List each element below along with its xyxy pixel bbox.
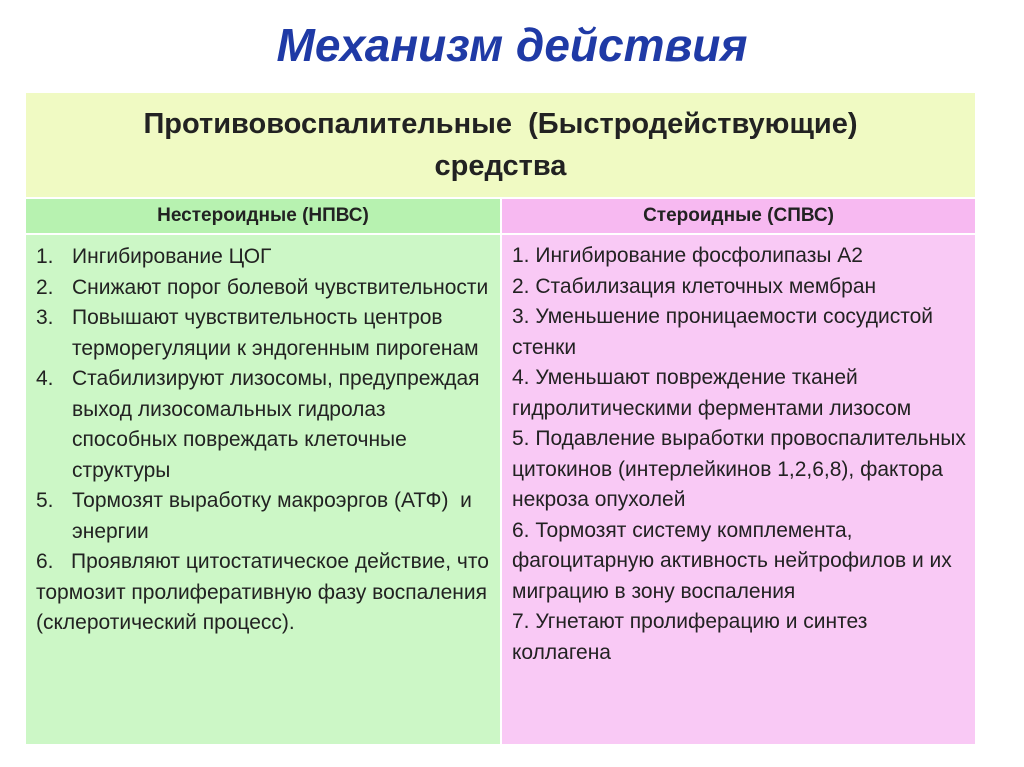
list-item-number: 2. (36, 275, 54, 299)
list-item-text: Повышают чувствительность центров терморегуляции к эндогенным пирогенам (72, 306, 479, 360)
list-item-number: 4. (36, 367, 54, 390)
slide-title: Механизм действия (276, 19, 748, 71)
list-item-text: Тормозят выработку макроэргов (АТФ) и энергии (72, 489, 478, 543)
table-header-text (143, 103, 857, 187)
steroid-column-body (502, 235, 975, 744)
list-item: 1. Ингибирование фосфолипазы А2 (512, 244, 863, 267)
nsaid-column-body (26, 235, 500, 744)
list-item (36, 486, 492, 547)
list-item (36, 273, 492, 304)
list-item: 6. Проявляют цитостатическое действие, что тормозит пролиферативную фазу воспаления (склеротический процесс). (36, 550, 495, 634)
list-item: 3. Уменьшение проницаемости сосудистой стенки (512, 305, 934, 359)
table-header-line1: Противовоспалительные (Быстродействующие) (143, 107, 858, 140)
list-item: 4. Уменьшают повреждение тканей гидролитическими ферментами лизосом (512, 366, 912, 420)
list-item: 6. Тормозят систему комплемента, фагоцитарную активность нейтрофилов и их миграцию в зону воспаления (512, 518, 952, 603)
steroid-column-heading: Стероидные (СПВС) (502, 199, 975, 233)
list-item: 5. Подавление выработки провоспалительных цитокинов (интерлейкинов 1,2,6,8), фактора некроза опухолей (512, 427, 966, 511)
list-item (36, 242, 492, 273)
list-item-number: 5. (36, 489, 54, 512)
list-item: 2. Стабилизация клеточных мембран (512, 274, 877, 298)
list-item: 7. Угнетают пролиферацию и синтез коллагена (512, 610, 868, 664)
table-header (26, 93, 975, 197)
list-item-text: Ингибирование ЦОГ (72, 245, 272, 268)
comparison-table (26, 93, 975, 744)
table-header-line2: средства (434, 150, 567, 182)
list-item (36, 364, 492, 486)
list-item-number: 3. (36, 306, 54, 329)
nsaid-column-heading: Нестероидные (НПВС) (26, 199, 500, 233)
list-item (36, 303, 492, 364)
list-item-text: Снижают порог болевой чувствительности (72, 275, 489, 299)
list-item-text: Стабилизируют лизосомы, предупреждая выход лизосомальных гидролаз способных повреждать клеточные структуры (72, 367, 480, 482)
list-item-number: 1. (36, 245, 54, 268)
